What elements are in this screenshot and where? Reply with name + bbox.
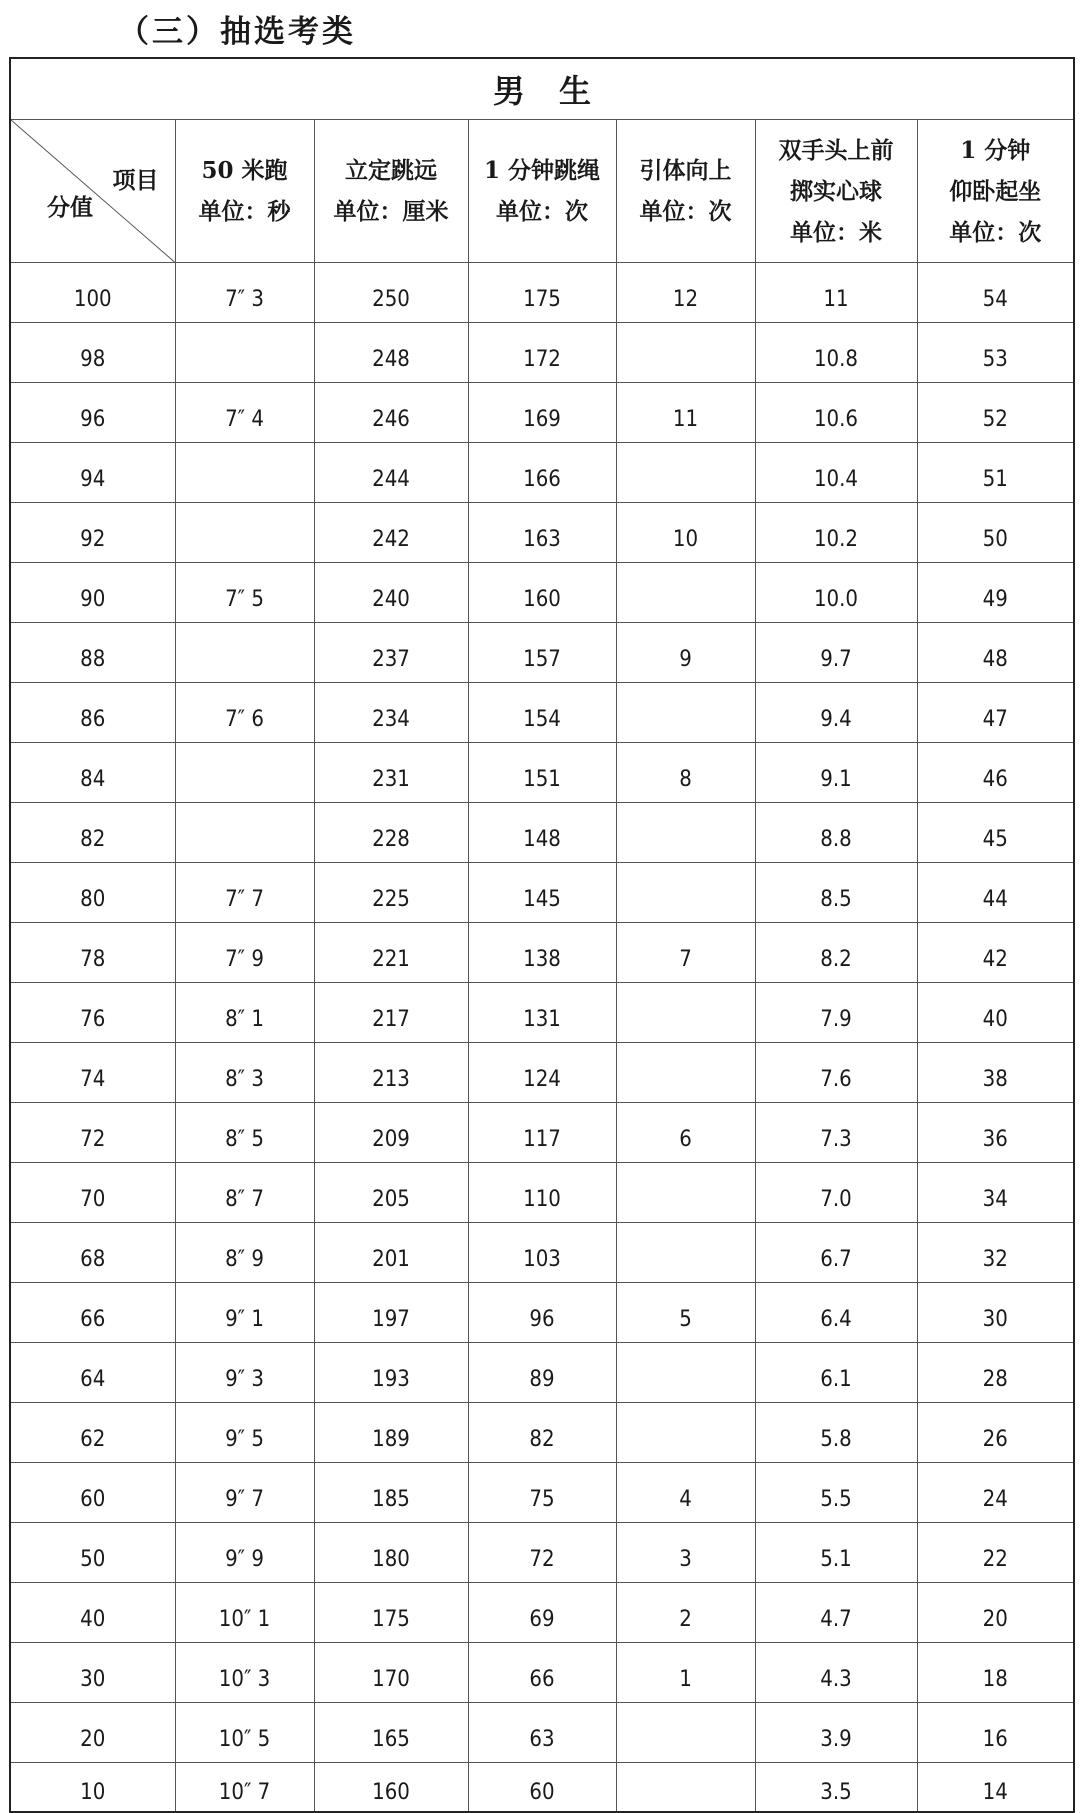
sit-up-cell: 44 — [917, 863, 1074, 923]
run-50m-cell — [175, 803, 314, 863]
run-50m-cell: 8″ 3 — [175, 1043, 314, 1103]
sit-up-cell: 32 — [917, 1223, 1074, 1283]
ball-throw-cell: 7.0 — [755, 1163, 917, 1223]
run-50m-cell: 10″ 5 — [175, 1703, 314, 1763]
sit-up-cell: 22 — [917, 1523, 1074, 1583]
long-jump-cell: 250 — [314, 263, 468, 323]
ball-throw-cell: 10.0 — [755, 563, 917, 623]
table-row — [10, 683, 1074, 743]
table-row — [10, 1223, 1074, 1283]
pull-up-cell: 11 — [616, 383, 755, 443]
pull-up-cell — [616, 323, 755, 383]
table-row — [10, 323, 1074, 383]
score-cell: 94 — [10, 443, 175, 503]
long-jump-cell: 201 — [314, 1223, 468, 1283]
score-cell: 88 — [10, 623, 175, 683]
sit-up-cell: 46 — [917, 743, 1074, 803]
rope-skip-cell: 138 — [468, 923, 616, 983]
long-jump-cell: 209 — [314, 1103, 468, 1163]
run-50m-cell: 10″ 7 — [175, 1763, 314, 1813]
pull-up-cell: 3 — [616, 1523, 755, 1583]
rope-skip-cell: 154 — [468, 683, 616, 743]
column-header-unit: 单位：厘米 — [333, 198, 449, 225]
run-50m-cell: 9″ 7 — [175, 1463, 314, 1523]
pull-up-cell — [616, 1343, 755, 1403]
table-row — [10, 1703, 1074, 1763]
rope-skip-cell: 66 — [468, 1643, 616, 1703]
pull-up-cell: 6 — [616, 1103, 755, 1163]
table-row — [10, 863, 1074, 923]
ball-throw-cell: 11 — [755, 263, 917, 323]
run-50m-cell — [175, 323, 314, 383]
pull-up-cell: 8 — [616, 743, 755, 803]
long-jump-cell: 189 — [314, 1403, 468, 1463]
run-50m-cell — [175, 623, 314, 683]
long-jump-cell: 165 — [314, 1703, 468, 1763]
run-50m-cell: 9″ 3 — [175, 1343, 314, 1403]
score-cell: 50 — [10, 1523, 175, 1583]
run-50m-cell: 8″ 1 — [175, 983, 314, 1043]
table-row — [10, 1343, 1074, 1403]
run-50m-cell — [175, 743, 314, 803]
table-row — [10, 1043, 1074, 1103]
run-50m-cell: 7″ 6 — [175, 683, 314, 743]
score-cell: 96 — [10, 383, 175, 443]
rope-skip-cell: 160 — [468, 563, 616, 623]
run-50m-cell: 7″ 4 — [175, 383, 314, 443]
sit-up-cell: 53 — [917, 323, 1074, 383]
rope-skip-cell: 175 — [468, 263, 616, 323]
column-header-line: 1 分钟跳绳 — [483, 157, 600, 184]
ball-throw-cell: 4.3 — [755, 1643, 917, 1703]
rope-skip-cell: 163 — [468, 503, 616, 563]
table-row — [10, 1163, 1074, 1223]
sit-up-cell: 28 — [917, 1343, 1074, 1403]
pull-up-cell — [616, 443, 755, 503]
pull-up-cell — [616, 1163, 755, 1223]
rope-skip-cell: 96 — [468, 1283, 616, 1343]
pull-up-cell: 7 — [616, 923, 755, 983]
long-jump-cell: 175 — [314, 1583, 468, 1643]
long-jump-cell: 246 — [314, 383, 468, 443]
pull-up-cell — [616, 1403, 755, 1463]
ball-throw-cell: 7.9 — [755, 983, 917, 1043]
table-row — [10, 503, 1074, 563]
score-cell: 40 — [10, 1583, 175, 1643]
ball-throw-cell: 7.3 — [755, 1103, 917, 1163]
column-header-line: 仰卧起坐 — [949, 177, 1042, 205]
run-50m-cell: 9″ 9 — [175, 1523, 314, 1583]
ball-throw-cell: 9.7 — [755, 623, 917, 683]
scoring-table — [9, 57, 1075, 1813]
run-50m-cell — [175, 503, 314, 563]
long-jump-cell: 180 — [314, 1523, 468, 1583]
sit-up-cell: 26 — [917, 1403, 1074, 1463]
sit-up-cell: 42 — [917, 923, 1074, 983]
table-row — [10, 1103, 1074, 1163]
ball-throw-cell: 5.1 — [755, 1523, 917, 1583]
sit-up-cell: 54 — [917, 263, 1074, 323]
pull-up-cell: 4 — [616, 1463, 755, 1523]
score-cell: 86 — [10, 683, 175, 743]
long-jump-cell: 197 — [314, 1283, 468, 1343]
long-jump-cell: 217 — [314, 983, 468, 1043]
pull-up-cell — [616, 803, 755, 863]
score-cell: 74 — [10, 1043, 175, 1103]
pull-up-cell — [616, 1223, 755, 1283]
score-cell: 92 — [10, 503, 175, 563]
sit-up-cell: 30 — [917, 1283, 1074, 1343]
score-cell: 82 — [10, 803, 175, 863]
run-50m-cell: 8″ 9 — [175, 1223, 314, 1283]
long-jump-cell: 228 — [314, 803, 468, 863]
ball-throw-cell: 10.2 — [755, 503, 917, 563]
run-50m-cell: 7″ 5 — [175, 563, 314, 623]
pull-up-cell — [616, 1043, 755, 1103]
long-jump-cell: 160 — [314, 1763, 468, 1813]
ball-throw-cell: 9.4 — [755, 683, 917, 743]
pull-up-cell — [616, 563, 755, 623]
ball-throw-cell: 8.2 — [755, 923, 917, 983]
table-row — [10, 623, 1074, 683]
score-cell: 70 — [10, 1163, 175, 1223]
long-jump-cell: 244 — [314, 443, 468, 503]
ball-throw-cell: 5.8 — [755, 1403, 917, 1463]
run-50m-cell: 7″ 9 — [175, 923, 314, 983]
table-row — [10, 983, 1074, 1043]
column-header-line: 立定跳远 — [345, 157, 437, 184]
column-header-line: 掷实心球 — [790, 177, 882, 205]
score-cell: 66 — [10, 1283, 175, 1343]
column-header-unit: 单位：次 — [949, 218, 1042, 246]
table-row — [10, 923, 1074, 983]
sit-up-cell: 18 — [917, 1643, 1074, 1703]
rope-skip-cell: 82 — [468, 1403, 616, 1463]
score-cell: 98 — [10, 323, 175, 383]
sit-up-cell: 50 — [917, 503, 1074, 563]
score-cell: 10 — [10, 1763, 175, 1813]
column-header-unit: 单位：米 — [790, 218, 882, 246]
run-50m-cell: 8″ 5 — [175, 1103, 314, 1163]
pull-up-cell: 5 — [616, 1283, 755, 1343]
run-50m-cell: 9″ 1 — [175, 1283, 314, 1343]
column-header-row — [10, 120, 1074, 263]
column-header-50m-run — [175, 120, 314, 263]
run-50m-cell: 10″ 1 — [175, 1583, 314, 1643]
rope-skip-cell: 117 — [468, 1103, 616, 1163]
table-caption: 男生 — [10, 58, 1074, 120]
column-header-unit: 单位：次 — [496, 198, 588, 225]
score-cell: 60 — [10, 1463, 175, 1523]
ball-throw-cell: 7.6 — [755, 1043, 917, 1103]
rope-skip-cell: 169 — [468, 383, 616, 443]
column-header-unit: 单位：秒 — [198, 198, 291, 225]
score-header-label: 分值 — [47, 194, 93, 221]
sit-up-cell: 49 — [917, 563, 1074, 623]
rope-skip-cell: 148 — [468, 803, 616, 863]
rope-skip-cell: 103 — [468, 1223, 616, 1283]
ball-throw-cell: 10.4 — [755, 443, 917, 503]
column-header-medicine-ball-throw — [755, 120, 917, 263]
column-header-line: 引体向上 — [639, 157, 732, 184]
table-row — [10, 1463, 1074, 1523]
score-cell: 78 — [10, 923, 175, 983]
table-row — [10, 1283, 1074, 1343]
rope-skip-cell: 72 — [468, 1523, 616, 1583]
sit-up-cell: 36 — [917, 1103, 1074, 1163]
sit-up-cell: 24 — [917, 1463, 1074, 1523]
pull-up-cell: 1 — [616, 1643, 755, 1703]
rope-skip-cell: 75 — [468, 1463, 616, 1523]
table-row — [10, 563, 1074, 623]
sit-up-cell: 47 — [917, 683, 1074, 743]
table-row — [10, 743, 1074, 803]
column-header-sit-ups — [917, 120, 1074, 263]
long-jump-cell: 234 — [314, 683, 468, 743]
rope-skip-cell: 131 — [468, 983, 616, 1043]
long-jump-cell: 170 — [314, 1643, 468, 1703]
table-row — [10, 803, 1074, 863]
ball-throw-cell: 10.8 — [755, 323, 917, 383]
sit-up-cell: 16 — [917, 1703, 1074, 1763]
rope-skip-cell: 157 — [468, 623, 616, 683]
sit-up-cell: 52 — [917, 383, 1074, 443]
table-row — [10, 383, 1074, 443]
ball-throw-cell: 9.1 — [755, 743, 917, 803]
long-jump-cell: 185 — [314, 1463, 468, 1523]
run-50m-cell: 10″ 3 — [175, 1643, 314, 1703]
score-cell: 80 — [10, 863, 175, 923]
long-jump-cell: 213 — [314, 1043, 468, 1103]
rope-skip-cell: 60 — [468, 1763, 616, 1813]
run-50m-cell — [175, 443, 314, 503]
pull-up-cell: 12 — [616, 263, 755, 323]
table-row — [10, 1763, 1074, 1813]
column-header-pull-ups — [616, 120, 755, 263]
sit-up-cell: 40 — [917, 983, 1074, 1043]
rope-skip-cell: 151 — [468, 743, 616, 803]
column-header-unit: 单位：次 — [639, 198, 732, 225]
run-50m-cell: 8″ 7 — [175, 1163, 314, 1223]
ball-throw-cell: 5.5 — [755, 1463, 917, 1523]
table-row — [10, 1523, 1074, 1583]
table-row — [10, 443, 1074, 503]
sit-up-cell: 38 — [917, 1043, 1074, 1103]
ball-throw-cell: 4.7 — [755, 1583, 917, 1643]
column-header-line: 1 分钟 — [960, 136, 1031, 164]
table-row — [10, 1583, 1074, 1643]
pull-up-cell — [616, 983, 755, 1043]
rope-skip-cell: 89 — [468, 1343, 616, 1403]
sit-up-cell: 45 — [917, 803, 1074, 863]
table-row — [10, 1643, 1074, 1703]
pull-up-cell — [616, 863, 755, 923]
score-cell: 62 — [10, 1403, 175, 1463]
ball-throw-cell: 8.8 — [755, 803, 917, 863]
table-row — [10, 263, 1074, 323]
score-cell: 90 — [10, 563, 175, 623]
score-cell: 84 — [10, 743, 175, 803]
pull-up-cell — [616, 1763, 755, 1813]
long-jump-cell: 237 — [314, 623, 468, 683]
column-header-line: 双手头上前 — [778, 136, 894, 164]
rope-skip-cell: 63 — [468, 1703, 616, 1763]
ball-throw-cell: 6.4 — [755, 1283, 917, 1343]
run-50m-cell: 7″ 3 — [175, 263, 314, 323]
table-body — [10, 263, 1074, 1813]
sit-up-cell: 48 — [917, 623, 1074, 683]
rope-skip-cell: 124 — [468, 1043, 616, 1103]
score-cell: 76 — [10, 983, 175, 1043]
sit-up-cell: 20 — [917, 1583, 1074, 1643]
ball-throw-cell: 6.1 — [755, 1343, 917, 1403]
column-header-standing-long-jump — [314, 120, 468, 263]
long-jump-cell: 248 — [314, 323, 468, 383]
ball-throw-cell: 3.5 — [755, 1763, 917, 1813]
rope-skip-cell: 172 — [468, 323, 616, 383]
rope-skip-cell: 166 — [468, 443, 616, 503]
pull-up-cell — [616, 1703, 755, 1763]
sit-up-cell: 51 — [917, 443, 1074, 503]
long-jump-cell: 231 — [314, 743, 468, 803]
score-cell: 100 — [10, 263, 175, 323]
score-cell: 64 — [10, 1343, 175, 1403]
long-jump-cell: 221 — [314, 923, 468, 983]
sit-up-cell: 14 — [917, 1763, 1074, 1813]
score-cell: 20 — [10, 1703, 175, 1763]
sit-up-cell: 34 — [917, 1163, 1074, 1223]
long-jump-cell: 240 — [314, 563, 468, 623]
long-jump-cell: 205 — [314, 1163, 468, 1223]
rope-skip-cell: 110 — [468, 1163, 616, 1223]
long-jump-cell: 242 — [314, 503, 468, 563]
column-header-rope-skipping — [468, 120, 616, 263]
ball-throw-cell: 8.5 — [755, 863, 917, 923]
ball-throw-cell: 6.7 — [755, 1223, 917, 1283]
section-title: （三）抽选考类 — [118, 14, 356, 50]
item-header-label: 项目 — [112, 167, 159, 194]
ball-throw-cell: 3.9 — [755, 1703, 917, 1763]
long-jump-cell: 193 — [314, 1343, 468, 1403]
pull-up-cell: 2 — [616, 1583, 755, 1643]
rope-skip-cell: 69 — [468, 1583, 616, 1643]
rope-skip-cell: 145 — [468, 863, 616, 923]
table-row — [10, 1403, 1074, 1463]
pull-up-cell: 9 — [616, 623, 755, 683]
run-50m-cell: 7″ 7 — [175, 863, 314, 923]
run-50m-cell: 9″ 5 — [175, 1403, 314, 1463]
diagonal-header-cell — [10, 120, 175, 263]
ball-throw-cell: 10.6 — [755, 383, 917, 443]
pull-up-cell: 10 — [616, 503, 755, 563]
score-cell: 72 — [10, 1103, 175, 1163]
long-jump-cell: 225 — [314, 863, 468, 923]
score-cell: 30 — [10, 1643, 175, 1703]
column-header-line: 50 米跑 — [201, 157, 288, 184]
pull-up-cell — [616, 683, 755, 743]
score-cell: 68 — [10, 1223, 175, 1283]
